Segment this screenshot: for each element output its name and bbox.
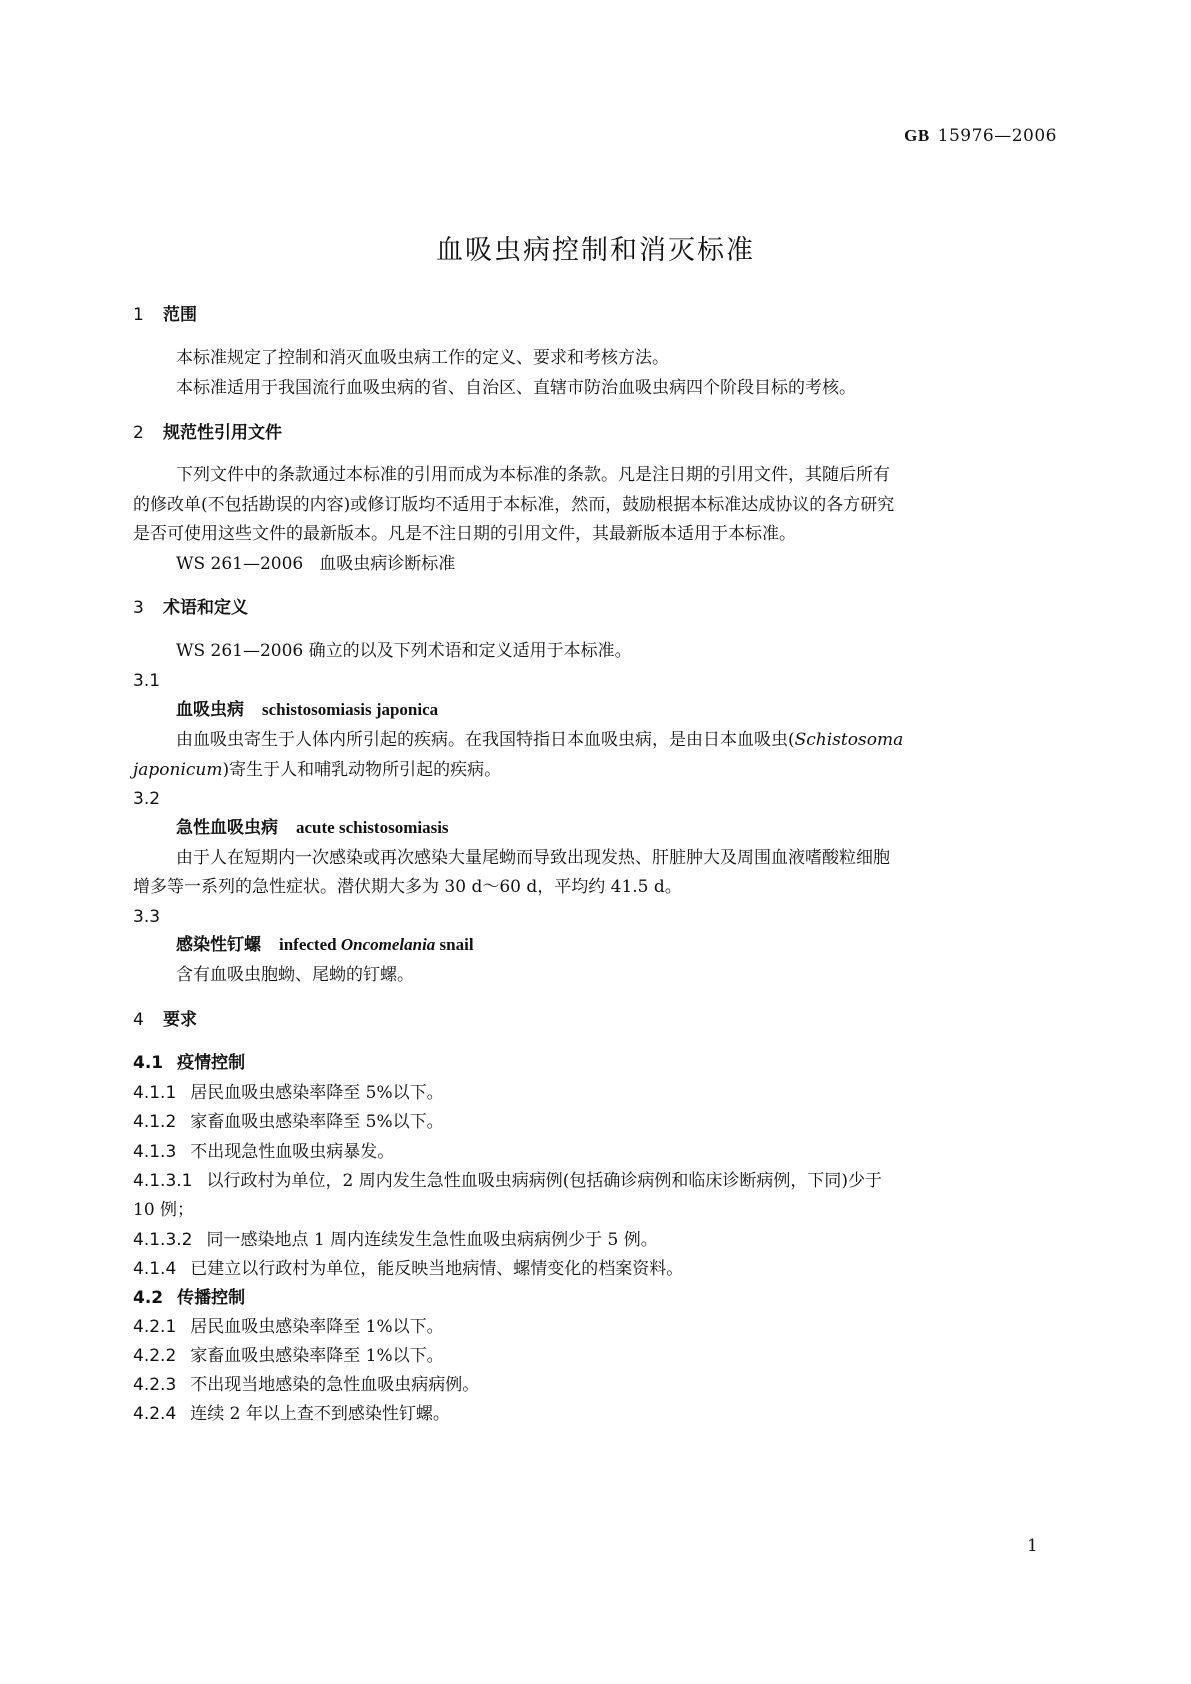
paragraph-line: 下列文件中的条款通过本标准的引用而成为本标准的条款。凡是注日期的引用文件，其随后所有	[176, 465, 890, 485]
section-number: 3	[133, 598, 144, 618]
clause-continuation: 10 例；	[133, 1200, 195, 1220]
standard-prefix: GB	[904, 126, 930, 145]
clause-number: 4.2	[133, 1288, 164, 1308]
clause-text: 已建立以行政村为单位，能反映当地病情、螺情变化的档案资料。	[190, 1259, 684, 1279]
term-english: schistosomiasis japonica	[262, 700, 439, 719]
standard-number: 15976—2006	[937, 126, 1057, 146]
clause-item	[133, 1170, 882, 1192]
clause-text: 不出现当地感染的急性血吸虫病病例。	[190, 1375, 480, 1395]
page-number: 1	[1027, 1536, 1038, 1556]
term-english: acute schistosomiasis	[296, 818, 449, 837]
clause-text: 居民血吸虫感染率降至 1%以下。	[190, 1317, 444, 1337]
term-entry	[176, 817, 449, 839]
section-title: 规范性引用文件	[163, 423, 282, 443]
subsection-title: 传播控制	[177, 1288, 246, 1308]
standard-code-header	[904, 126, 1057, 146]
clause-text: 同一感染地点 1 周内连续发生急性血吸虫病病例少于 5 例。	[206, 1230, 658, 1250]
normative-reference	[176, 553, 455, 575]
paragraph: 本标准规定了控制和消灭血吸虫病工作的定义、要求和考核方法。	[176, 348, 669, 368]
section-1-heading	[133, 304, 197, 326]
clause-number: 3.3	[133, 907, 161, 927]
section-title: 术语和定义	[163, 598, 248, 618]
clause-number: 3.1	[133, 671, 161, 691]
section-4-heading	[133, 1009, 197, 1031]
clause-number: 4.1.3	[133, 1142, 177, 1162]
term-english-a: infected	[279, 935, 341, 954]
section-title: 要求	[163, 1010, 197, 1030]
clause-text: 家畜血吸虫感染率降至 5%以下。	[190, 1112, 444, 1132]
latin-name: Schistosoma	[794, 730, 904, 750]
clause-number: 4.1	[133, 1053, 164, 1073]
section-2-heading	[133, 422, 282, 444]
clause-text: 连续 2 年以上查不到感染性钉螺。	[190, 1404, 450, 1424]
clause-text: 不出现急性血吸虫病暴发。	[190, 1142, 395, 1162]
section-number: 1	[133, 305, 144, 325]
term-number	[133, 670, 174, 692]
latin-name: japonicum	[133, 760, 223, 780]
clause-number: 4.2.2	[133, 1346, 177, 1366]
clause-number: 3.2	[133, 789, 161, 809]
clause-item	[133, 1082, 444, 1104]
definition-text: )寄生于人和哺乳动物所引起的疾病。	[222, 760, 502, 780]
clause-item	[133, 1258, 683, 1280]
term-chinese: 急性血吸虫病	[176, 818, 278, 838]
clause-number: 4.2.3	[133, 1375, 177, 1395]
term-chinese: 感染性钉螺	[176, 935, 261, 955]
definition-line: 含有血吸虫胞蚴、尾蚴的钉螺。	[176, 965, 414, 985]
clause-item	[133, 1403, 450, 1425]
document-title: 血吸虫病控制和消灭标准	[436, 235, 755, 266]
section-number: 2	[133, 423, 144, 443]
clause-number: 4.1.2	[133, 1112, 177, 1132]
term-number	[133, 788, 174, 810]
section-title: 范围	[163, 305, 197, 325]
clause-item	[133, 1345, 444, 1367]
paragraph: WS 261—2006 确立的以及下列术语和定义适用于本标准。	[176, 641, 632, 661]
definition-line	[133, 759, 501, 781]
term-entry	[176, 934, 474, 956]
clause-item	[133, 1229, 658, 1251]
section-3-heading	[133, 597, 248, 619]
definition-text: 由血吸虫寄生于人体内所引起的疾病。在我国特指日本血吸虫病，是由日本血吸虫(	[176, 730, 795, 750]
term-english-genus: Oncomelania	[340, 935, 436, 954]
term-english-b: snail	[435, 935, 474, 954]
clause-item	[133, 1141, 394, 1163]
clause-text: 家畜血吸虫感染率降至 1%以下。	[190, 1346, 444, 1366]
definition-line	[176, 729, 903, 751]
section-number: 4	[133, 1010, 144, 1030]
paragraph-line: 是否可使用这些文件的最新版本。凡是不注日期的引用文件，其最新版本适用于本标准。	[133, 524, 796, 544]
term-entry	[176, 699, 438, 721]
clause-number: 4.1.3.1	[133, 1171, 193, 1191]
subsection-title: 疫情控制	[177, 1053, 246, 1073]
clause-text: 以行政村为单位，2 周内发生急性血吸虫病病例(包括确诊病例和临床诊断病例，下同)少于	[206, 1171, 882, 1191]
clause-item	[133, 1374, 479, 1396]
clause-number: 4.1.3.2	[133, 1230, 193, 1250]
subsection-heading	[133, 1052, 245, 1074]
clause-item	[133, 1316, 444, 1338]
definition-line: 由于人在短期内一次感染或再次感染大量尾蚴而导致出现发热、肝脏肿大及周围血液嗜酸粒细胞	[176, 848, 890, 868]
term-chinese: 血吸虫病	[176, 700, 244, 720]
clause-item	[133, 1111, 444, 1133]
clause-number: 4.2.4	[133, 1404, 177, 1424]
reference-title: 血吸虫病诊断标准	[319, 554, 456, 574]
clause-number: 4.1.1	[133, 1083, 177, 1103]
term-number	[133, 906, 174, 928]
clause-number: 4.2.1	[133, 1317, 177, 1337]
definition-line: 增多等一系列的急性症状。潜伏期大多为 30 d～60 d，平均约 41.5 d。	[133, 877, 682, 897]
subsection-heading	[133, 1287, 245, 1309]
reference-code: WS 261—2006	[176, 554, 304, 574]
paragraph: 本标准适用于我国流行血吸虫病的省、自治区、直辖市防治血吸虫病四个阶段目标的考核。	[176, 378, 856, 398]
clause-text: 居民血吸虫感染率降至 5%以下。	[190, 1083, 444, 1103]
paragraph-line: 的修改单(不包括勘误的内容)或修订版均不适用于本标准，然而，鼓励根据本标准达成协议的各方研究	[133, 495, 895, 515]
clause-number: 4.1.4	[133, 1259, 177, 1279]
